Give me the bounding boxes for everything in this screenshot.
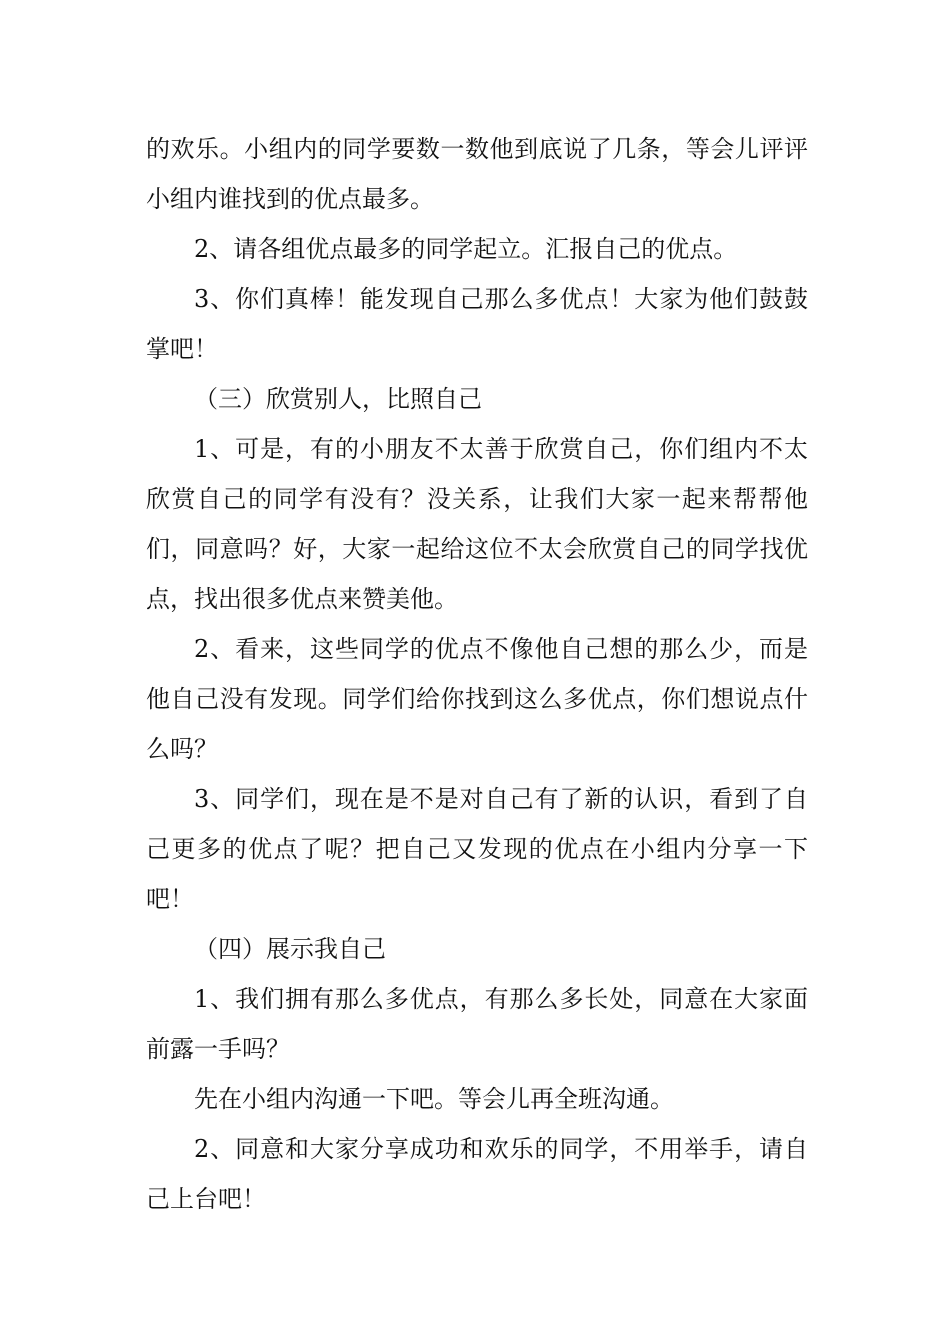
document-body — [146, 124, 808, 1224]
paragraph-item-2: 2、请各组优点最多的同学起立。汇报自己的优点。 — [194, 235, 738, 263]
paragraph-section3-item-3: 3、同学们，现在是不是对自己有了新的认识，看到了自己更多的优点了呢？把自己又发现的优点在小组内分享一下吧！ — [146, 785, 808, 913]
section-heading-3: （三）欣赏别人，比照自己 — [194, 385, 482, 413]
paragraph-item-3: 3、你们真棒！能发现自己那么多优点！大家为他们鼓鼓掌吧！ — [146, 285, 808, 363]
paragraph-section3-item-2: 2、看来，这些同学的优点不像他自己想的那么少，而是他自己没有发现。同学们给你找到这么多优点，你们想说点什么吗？ — [146, 635, 808, 763]
section-heading-4: （四）展示我自己 — [194, 935, 386, 963]
paragraph-section4-item-1: 1、我们拥有那么多优点，有那么多长处，同意在大家面前露一手吗？ — [146, 985, 808, 1063]
paragraph-section3-item-1: 1、可是，有的小朋友不太善于欣赏自己，你们组内不太欣赏自己的同学有没有？没关系，让我们大家一起来帮帮他们，同意吗？好，大家一起给这位不太会欣赏自己的同学找优点，找出很多优点来赞美他。 — [146, 435, 808, 613]
paragraph-section4-item-2: 2、同意和大家分享成功和欢乐的同学，不用举手，请自己上台吧！ — [146, 1135, 808, 1213]
paragraph-section4-note: 先在小组内沟通一下吧。等会儿再全班沟通。 — [194, 1085, 674, 1113]
paragraph-continuation: 的欢乐。小组内的同学要数一数他到底说了几条，等会儿评评小组内谁找到的优点最多。 — [146, 135, 808, 213]
